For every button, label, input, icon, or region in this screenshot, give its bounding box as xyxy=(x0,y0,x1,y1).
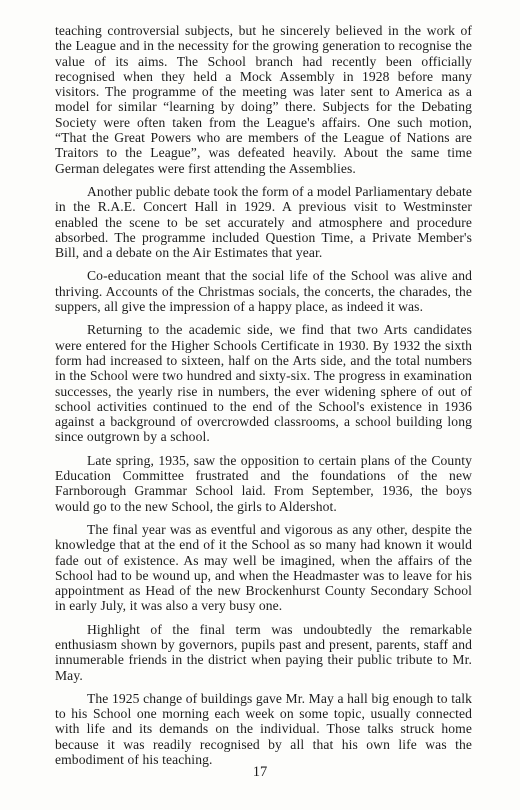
paragraph-final-year: The final year was as eventful and vigorous as any other, despite the knowledge that at the end of it the School as so many had known it would fade out of existence. As may well be imagined, when the affairs of the School had to be wound up, and when the Headmaster was to leave for his appointment as Head of the new Brockenhurst County Secondary School in early July, it was also a very busy one. xyxy=(55,521,472,614)
paragraph-final-term: Highlight of the final term was undoubtedly the remarkable enthusiasm shown by governors, pupils past and present, parents, staff and innumerable friends in the district when paying their public tribute to Mr. May. xyxy=(55,621,472,683)
page-number: 17 xyxy=(252,764,268,780)
paragraph-academic-side: Returning to the academic side, we find that two Arts candidates were entered for the Higher Schools Certificate in 1930. By 1932 the sixth form had increased to sixteen, half on the Arts side, and the total numbers in the School were two hundred and sixty-six. The progress in examination successes, the yearly rise in numbers, the ever widening sphere of out of school activities continued to the end of the School's existence in 1936 against a background of overcrowded classrooms, a school building long since outgrown by a school. xyxy=(55,322,472,445)
paragraph-farnborough-school: Late spring, 1935, saw the opposition to certain plans of the County Education Committee frustrated and the foundations of the new Farnborough Grammar School laid. From September, 1936, the boys would go to the new School, the girls to Aldershot. xyxy=(55,452,472,514)
paragraph-co-education: Co-education meant that the social life of the School was alive and thriving. Accounts of the Christmas socials, the concerts, the charades, the suppers, all give the impression of a happy place, as indeed it was. xyxy=(55,268,472,315)
paragraph-hall-talks: The 1925 change of buildings gave Mr. May a hall big enough to talk to his School one morning each week on some topic, usually connected with life and its demands on the individual. Those talks struck home because it was readily recognised by all that his own life was the embodiment of his teaching. xyxy=(55,690,472,768)
paragraph-league-of-nations: teaching controversial subjects, but he sincerely believed in the work of the League and in the necessity for the growing generation to recognise the value of its aims. The School branch had recently been officially recognised when they held a Mock Assembly in 1928 before many visitors. The programme of the meeting was later sent to America as a model for similar “learning by doing” there. Subjects for the Debating Society were often taken from the League's affairs. One such motion, “That the Great Powers who are members of the League of Nations are Traitors to the League”, was defeated heavily. About the same time German delegates were first attending the Assemblies. xyxy=(55,23,472,176)
paragraph-parliamentary-debate: Another public debate took the form of a model Parliamentary debate in the R.A.E. Concert Hall in 1929. A previous visit to Westminster enabled the scene to be set accurately and atmosphere and procedure absorbed. The programme included Question Time, a Private Member's Bill, and a debate on the Air Estimates that year. xyxy=(55,183,472,261)
